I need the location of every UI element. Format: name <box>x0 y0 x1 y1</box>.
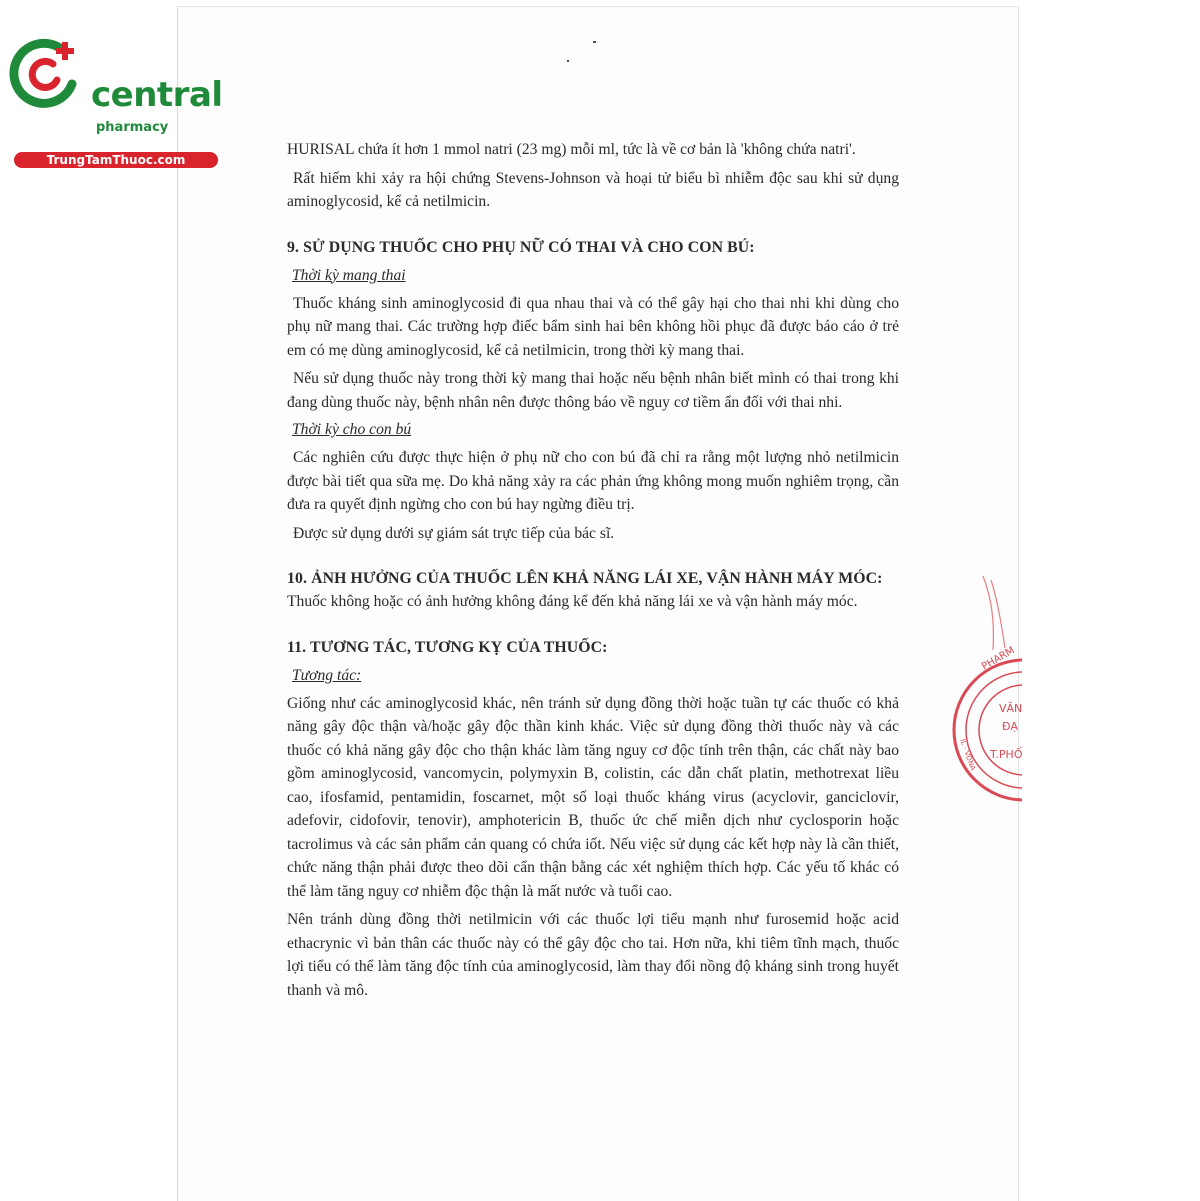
logo-subtitle: pharmacy <box>96 120 169 135</box>
svg-text:PHARM: PHARM <box>980 645 1017 673</box>
lactation-paragraph-2: Được sử dụng dưới sự giám sát trực tiếp của bác sĩ. <box>293 524 615 542</box>
central-pharmacy-logo <box>8 34 223 167</box>
interaction-paragraph-2: Nên tránh dùng đồng thời netilmicin với các thuốc lợi tiểu mạnh như furosemid hoặc acid ethacrynic vì bản thân các thuốc này có thể gây độc cho tai. Hơn nữa, khi tiêm tĩnh mạch, thuốc lợi tiểu có thể làm tăng độc tính của aminoglycosid, làm thay đổi nồng độ kháng sinh trong huyết thanh và mô. <box>287 911 899 999</box>
pharmacy-logo-icon <box>8 34 92 114</box>
lactation-subheading: Thời kỳ cho con bú <box>292 421 412 438</box>
sodium-content-paragraph: HURISAL chứa ít hơn 1 mmol natri (23 mg) mỗi ml, tức là về cơ bản là 'không chứa natri'. <box>287 141 856 158</box>
driving-paragraph: Thuốc không hoặc có ảnh hưởng không đáng kể đến khả năng lái xe và vận hành máy móc. <box>287 593 858 610</box>
svg-text:ĐẠ: ĐẠ <box>1002 720 1019 733</box>
svg-text:T.PHỐ: T.PHỐ <box>990 748 1022 761</box>
lactation-paragraph-1: Các nghiên cứu được thực hiện ở phụ nữ cho con bú đã chỉ ra rằng một lượng nhỏ netilmicin được bài tiết qua sữa mẹ. Do khả năng xảy ra các phản ứng không mong muốn nghiêm trọng, cần đưa ra quyết định ngừng cho con bú hay ngừng điều trị. <box>287 449 899 513</box>
scan-speck <box>567 60 569 62</box>
stevens-johnson-paragraph: Rất hiếm khi xảy ra hội chứng Stevens-Johnson và hoại tử biểu bì nhiễm độc sau khi sử dụng aminoglycosid, kể cả netilmicin. <box>287 169 899 210</box>
pregnancy-paragraph-2: Nếu sử dụng thuốc này trong thời kỳ mang thai hoặc nếu bệnh nhân biết mình có thai trong khi đang dùng thuốc này, bệnh nhân nên được thông báo về nguy cơ tiềm ẩn đối với thai nhi. <box>287 370 899 411</box>
logo-website-badge: TrungTamThuoc.com <box>14 152 218 168</box>
interaction-paragraph-1: Giống như các aminoglycosid khác, nên tránh sử dụng đồng thời hoặc tuần tự các thuốc có khả năng gây độc thận và/hoặc gây độc thần kinh khác. Việc sử dụng đồng thời thuốc này và các thuốc có khả năng gây độc cho thận khác làm tăng nguy cơ độc tính trên thận, các chất này bao gồm aminoglycosid, vancomycin, polymyxin B, colistin, các dẫn chất platin, methotrexat liều cao, ifosfamid, pentamidin, foscarnet, một số loại thuốc kháng virus (acyclovir, ganciclovir, adefovir, cidofovir, tenovir), amphotericin B, thuốc ức chế miễn dịch như cyclosporin hoặc tacrolimus và các sản phẩm cản quang có chứa iốt. Nếu việc sử dụng các kết hợp này là cần thiết, chức năng thận phải được theo dõi cẩn thận bằng các xét nghiệm thích hợp. Các yếu tố khác có thể làm tăng nguy cơ nhiễm độc thận là mất nước và tuổi cao. <box>287 694 899 900</box>
pregnancy-paragraph-1: Thuốc kháng sinh aminoglycosid đi qua nhau thai và có thể gây hại cho thai nhi khi dùng cho phụ nữ mang thai. Các trường hợp điếc bẩm sinh hai bên không hồi phục đã được báo cáo ở trẻ em có mẹ dùng aminoglycosid, kể cả netilmicin, trong thời kỳ mang thai. <box>287 294 899 359</box>
document-body <box>287 138 899 1007</box>
svg-text:VĂN: VĂN <box>999 702 1022 715</box>
section-10-title: 10. ẢNH HƯỞNG CỦA THUỐC LÊN KHẢ NĂNG LÁI XE, VẬN HÀNH MÁY MÓC: <box>287 570 883 587</box>
interaction-subheading: Tương tác: <box>292 666 362 684</box>
logo-brand-name: central <box>91 75 223 115</box>
section-11-title: 11. TƯƠNG TÁC, TƯƠNG KỴ CỦA THUỐC: <box>287 638 608 656</box>
seal-graphic <box>952 640 1022 815</box>
red-seal-stamp <box>952 640 1022 815</box>
svg-text:IL · VDNA: IL · VDNA <box>958 737 977 772</box>
pregnancy-subheading: Thời kỳ mang thai <box>292 266 406 284</box>
scan-speck <box>593 41 596 43</box>
section-9-title: 9. SỬ DỤNG THUỐC CHO PHỤ NỮ CÓ THAI VÀ CHO CON BÚ: <box>287 238 755 256</box>
